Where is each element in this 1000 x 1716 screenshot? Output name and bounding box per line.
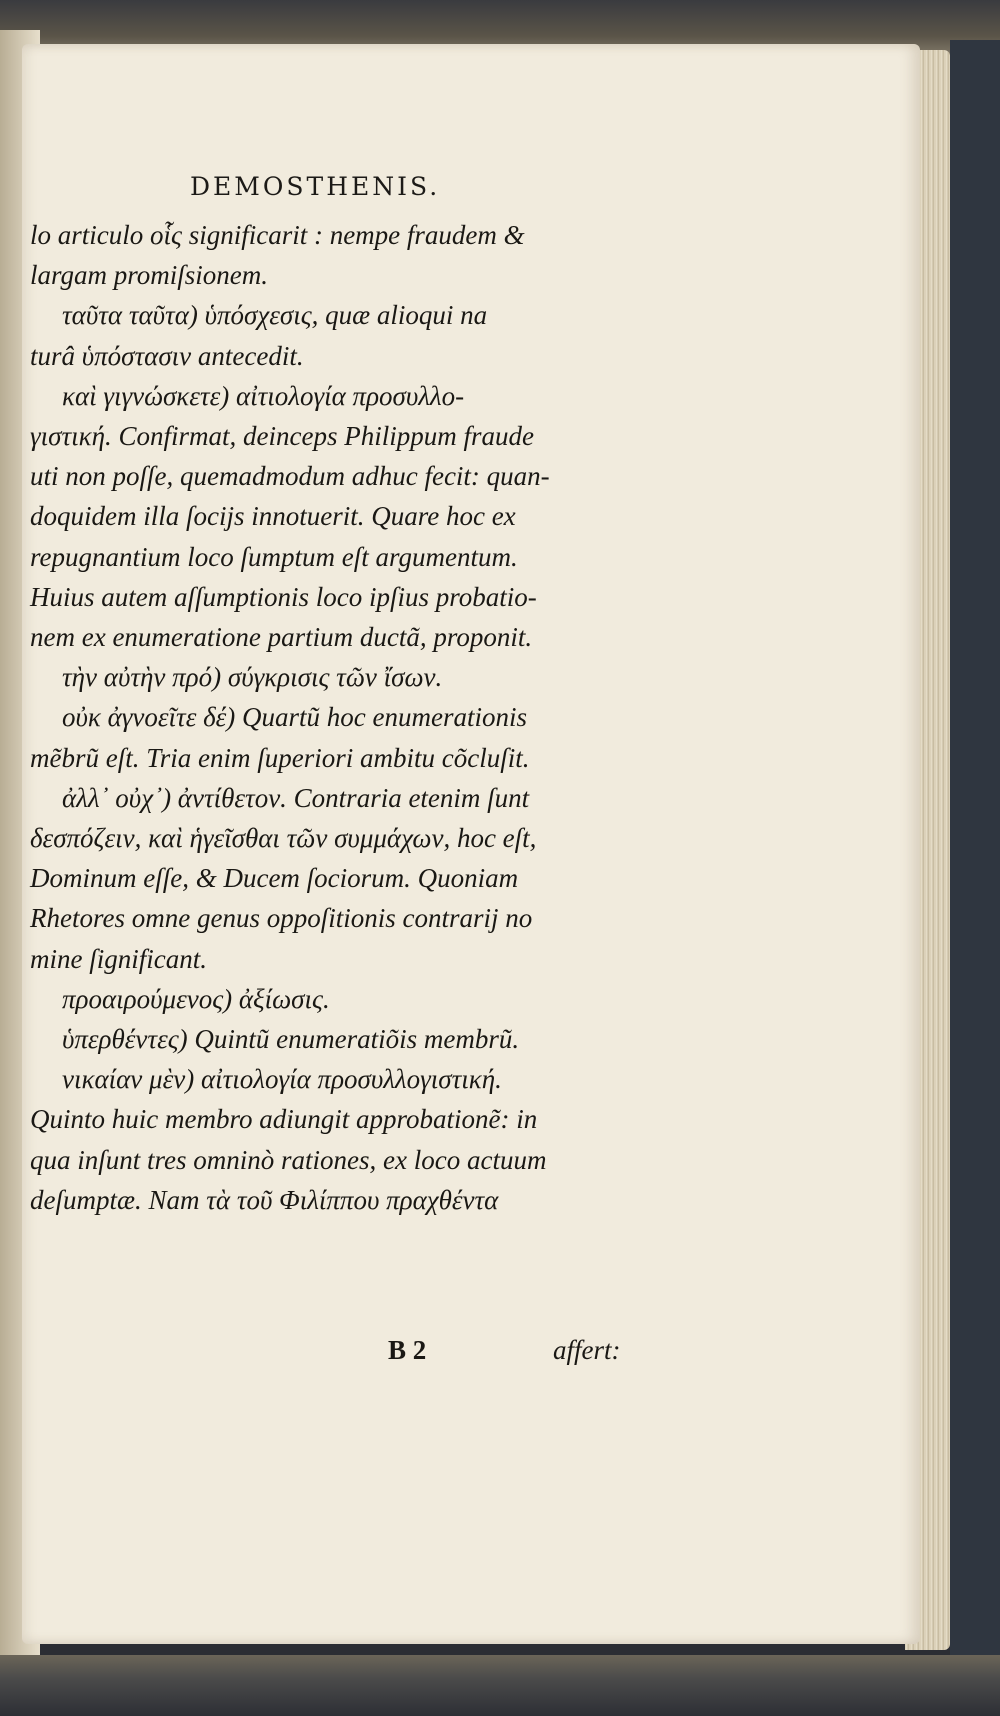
text-line: τὴν αὐτὴν πρό) σύγκρισις τῶν ἴσων. xyxy=(62,662,443,693)
book-bottom-edge xyxy=(0,1655,1000,1716)
text-line: uti non poſſe, quemadmodum adhuc fecit: quan- xyxy=(30,461,550,492)
text-line: οὐκ ἀγνοεῖτε δέ) Quartũ hoc enumerationis xyxy=(62,702,527,733)
text-line: qua inſunt tres omninò rationes, ex loco actuum xyxy=(30,1144,547,1175)
text-line: ὑπερθέντες) Quintũ enumeratiõis membrũ. xyxy=(62,1024,520,1054)
text-line: ἀλλ᾽ οὐχ᾽) ἀντίθετον. Contraria etenim ſunt xyxy=(62,782,530,813)
text-line: γιστική. Confirmat, deinceps Philippum fraude xyxy=(30,421,534,451)
text-line: Rhetores omne genus oppoſitionis contrarij no xyxy=(30,903,533,934)
text-line: lo articulo οἷς significarit : nempe fraudem & xyxy=(30,220,525,250)
text-line: deſumptæ. Nam τὰ τοῦ Φιλίππου πραχθέντα xyxy=(30,1184,499,1215)
book-cover-edge xyxy=(950,40,1000,1680)
signature-mark: B 2 xyxy=(388,1335,427,1365)
text-line: καὶ γιγνώσκετε) αἰτιολογία προσυλλο- xyxy=(62,380,465,411)
catchword: affert: xyxy=(553,1335,621,1365)
text-line: nem ex enumeratione partium ductã, proponit. xyxy=(30,622,533,652)
text-line: Dominum eſſe, & Ducem ſociorum. Quoniam xyxy=(30,863,519,894)
text-line: turâ ὑπόστασιν antecedit. xyxy=(30,340,304,371)
text-line: mine ſignificant. xyxy=(30,943,207,974)
text-line: ταῦτα ταῦτα) ὑπόσχεσις, quæ alioqui na xyxy=(62,300,488,331)
text-line: repugnantium loco ſumptum eſt argumentum. xyxy=(30,541,518,572)
text-line: largam promiſsionem. xyxy=(30,260,269,291)
text-line: δεσπόζειν, καὶ ἡγεῖσθαι τῶν συμμάχων, hoc eſt, xyxy=(30,823,537,853)
text-line: προαιρούμενος) ἀξίωσις. xyxy=(62,983,330,1014)
text-line: doquidem illa ſocijs innotuerit. Quare hoc ex xyxy=(30,501,516,532)
text-line: Quinto huic membro adiungit approbationẽ: in xyxy=(30,1104,538,1135)
text-line: νικαίαν μὲν) αἰτιολογία προσυλλογιστική. xyxy=(62,1064,502,1095)
text-line: Huius autem aſſumptionis loco ipſius probatio- xyxy=(30,581,537,612)
text-line: mẽbrũ eſt. Tria enim ſuperiori ambitu cõcluſit. xyxy=(30,742,530,773)
running-head: DEMOSTHENIS. xyxy=(190,172,441,201)
